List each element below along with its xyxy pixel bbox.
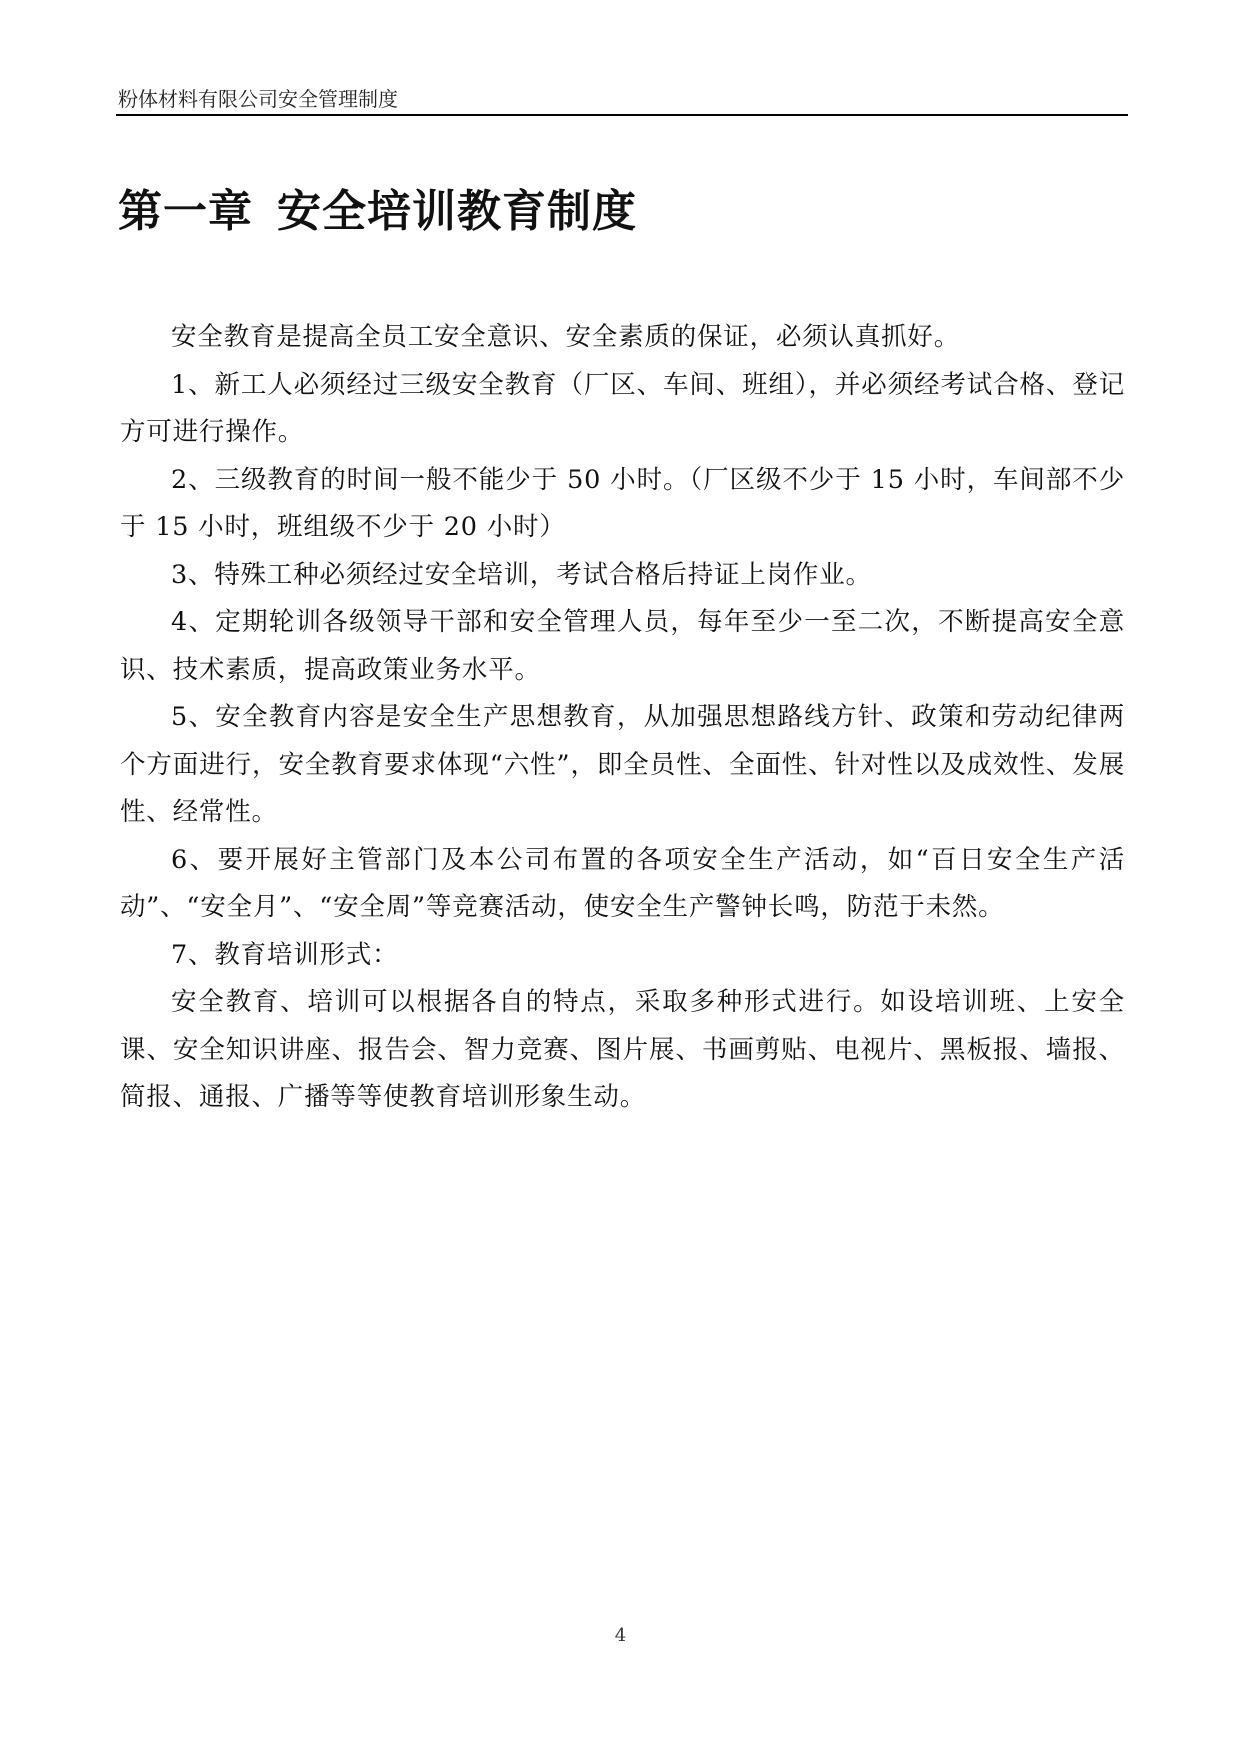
running-header: 粉体材料有限公司安全管理制度: [118, 87, 398, 111]
paragraph-item-7: 7、教育培训形式：: [171, 939, 399, 970]
chapter-name: 安全培训教育制度: [277, 186, 637, 237]
chapter-body: [120, 314, 1125, 1122]
paragraph-item-6: 6、要开展好主管部门及本公司布置的各项安全生产活动，如“百日安全生产活动”、“安全月”、“安全周”等竞赛活动，使安全生产警钟长鸣，防范于未然。: [120, 844, 1125, 922]
paragraph-item-5: 5、安全教育内容是安全生产思想教育，从加强思想路线方针、政策和劳动纪律两个方面进行，安全教育要求体现“六性”，即全员性、全面性、针对性以及成效性、发展性、经常性。: [120, 702, 1125, 827]
paragraph-intro: 安全教育是提高全员工安全意识、安全素质的保证，必须认真抓好。: [171, 322, 961, 352]
page-number: 4: [614, 1625, 627, 1646]
paragraph-training-forms: 安全教育、培训可以根据各自的特点，采取多种形式进行。如设培训班、上安全课、安全知识讲座、报告会、智力竞赛、图片展、书画剪贴、电视片、黑板报、墙报、简报、通报、广播等等使教育培训形象生动。: [120, 987, 1125, 1112]
paragraph-item-3: 3、特殊工种必须经过安全培训，考试合格后持证上岗作业。: [171, 559, 872, 590]
paragraph-item-2: 2、三级教育的时间一般不能少于 50 小时。（厂区级不少于 15 小时，车间部不少于 15 小时，班组级不少于 20 小时）: [120, 464, 1125, 542]
paragraph-item-4: 4、定期轮训各级领导干部和安全管理人员，每年至少一至二次，不断提高安全意识、技术素质，提高政策业务水平。: [120, 607, 1125, 685]
header-rule: [116, 114, 1128, 116]
chapter-number: 第一章: [118, 186, 253, 237]
chapter-title: [118, 184, 637, 240]
paragraph-item-1: 1、新工人必须经过三级安全教育（厂区、车间、班组），并必须经考试合格、登记方可进行操作。: [120, 369, 1125, 447]
